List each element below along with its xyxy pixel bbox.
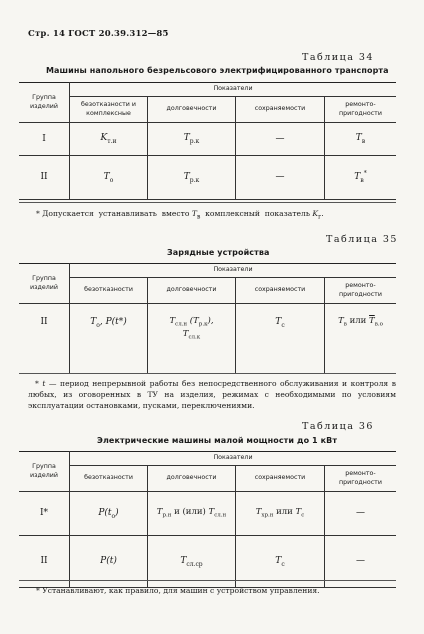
table-cell: $T_{хр.н}$ или $T_с$ <box>236 492 325 536</box>
footnote: * t — период непрерывной работы без непосредственного обслуживания и контроля в любых, из оговоренных в ТУ на изделия, режимах с необходимыми по условиям эксплуатации остановками, пусками, переключениями. <box>28 379 396 410</box>
table-cell: $T_с$ <box>236 304 325 374</box>
table-cell: $T_{сл.н}$ $(T_{р.к})$, $T_{сл.к}$ <box>148 304 236 374</box>
table-number: Таблица 35 <box>326 234 398 245</box>
table-cell: P(t) <box>70 536 148 588</box>
col-group-header: Группа изделий <box>19 83 70 123</box>
divider <box>19 580 396 581</box>
table-cell: — <box>236 123 325 156</box>
table-cell: $T_в^*$ <box>325 156 397 200</box>
row-group: II <box>19 304 70 374</box>
col-group-header: Группа изделий <box>19 264 70 304</box>
col-indicators-header: Показатели <box>70 83 397 97</box>
col-header: безотказности и комплексные <box>70 97 148 123</box>
col-header: сохраняемости <box>236 97 325 123</box>
table-cell: $T_о$ <box>70 156 148 200</box>
table-cell: $T_в$ <box>325 123 397 156</box>
col-header: ремонто-пригодности <box>325 278 397 304</box>
footnote: * Устанавливают, как правило, для машин с устройством управления. <box>36 586 320 595</box>
table-36 <box>19 451 396 588</box>
table-cell: $T_с$ <box>236 536 325 588</box>
col-header: долговечности <box>148 278 236 304</box>
col-header: безотказности <box>70 278 148 304</box>
table-cell: $T_о$, P(t*) <box>70 304 148 374</box>
footnote: * Допускается устанавливать вместо $T_в$ комплексный показатель $K_г$. <box>36 209 324 221</box>
table-cell: $T_в$ или $\overline{T}_{в.о}$ <box>325 304 397 374</box>
table-title: Зарядные устройства <box>167 248 270 257</box>
table-cell: — <box>325 492 397 536</box>
row-group: I* <box>19 492 70 536</box>
col-header: долговечности <box>148 97 236 123</box>
table-34 <box>19 82 396 200</box>
table-cell: $T_{р.к}$ <box>148 156 236 200</box>
row-group: I <box>19 123 70 156</box>
table-cell: $K_{т.и}$ <box>70 123 148 156</box>
table-cell: $T_{р.к}$ <box>148 123 236 156</box>
col-header: безотказности <box>70 466 148 492</box>
row-group: II <box>19 156 70 200</box>
table-cell: — <box>325 536 397 588</box>
table-cell: $T_{сл.ср}$ <box>148 536 236 588</box>
col-indicators-header: Показатели <box>70 264 397 278</box>
table-cell: $T_{р.н}$ и (или) $T_{сл.н}$ <box>148 492 236 536</box>
col-header: ремонто-пригодности <box>325 466 397 492</box>
table-cell: $P(t_о)$ <box>70 492 148 536</box>
table-number: Таблица 34 <box>302 52 374 63</box>
col-group-header: Группа изделий <box>19 452 70 492</box>
divider <box>19 202 396 203</box>
table-title: Машины напольного безрельсового электрифицированного транспорта <box>46 66 389 75</box>
col-header: долговечности <box>148 466 236 492</box>
table-cell: — <box>236 156 325 200</box>
col-header: сохраняемости <box>236 466 325 492</box>
table-35 <box>19 263 396 374</box>
col-header: сохраняемости <box>236 278 325 304</box>
page-header: Стр. 14 ГОСТ 20.39.312—85 <box>28 29 169 39</box>
table-number: Таблица 36 <box>302 421 374 432</box>
divider <box>19 373 396 374</box>
col-header: ремонто-пригодности <box>325 97 397 123</box>
table-title: Электрические машины малой мощности до 1 кВт <box>97 436 338 445</box>
col-indicators-header: Показатели <box>70 452 397 466</box>
row-group: II <box>19 536 70 588</box>
